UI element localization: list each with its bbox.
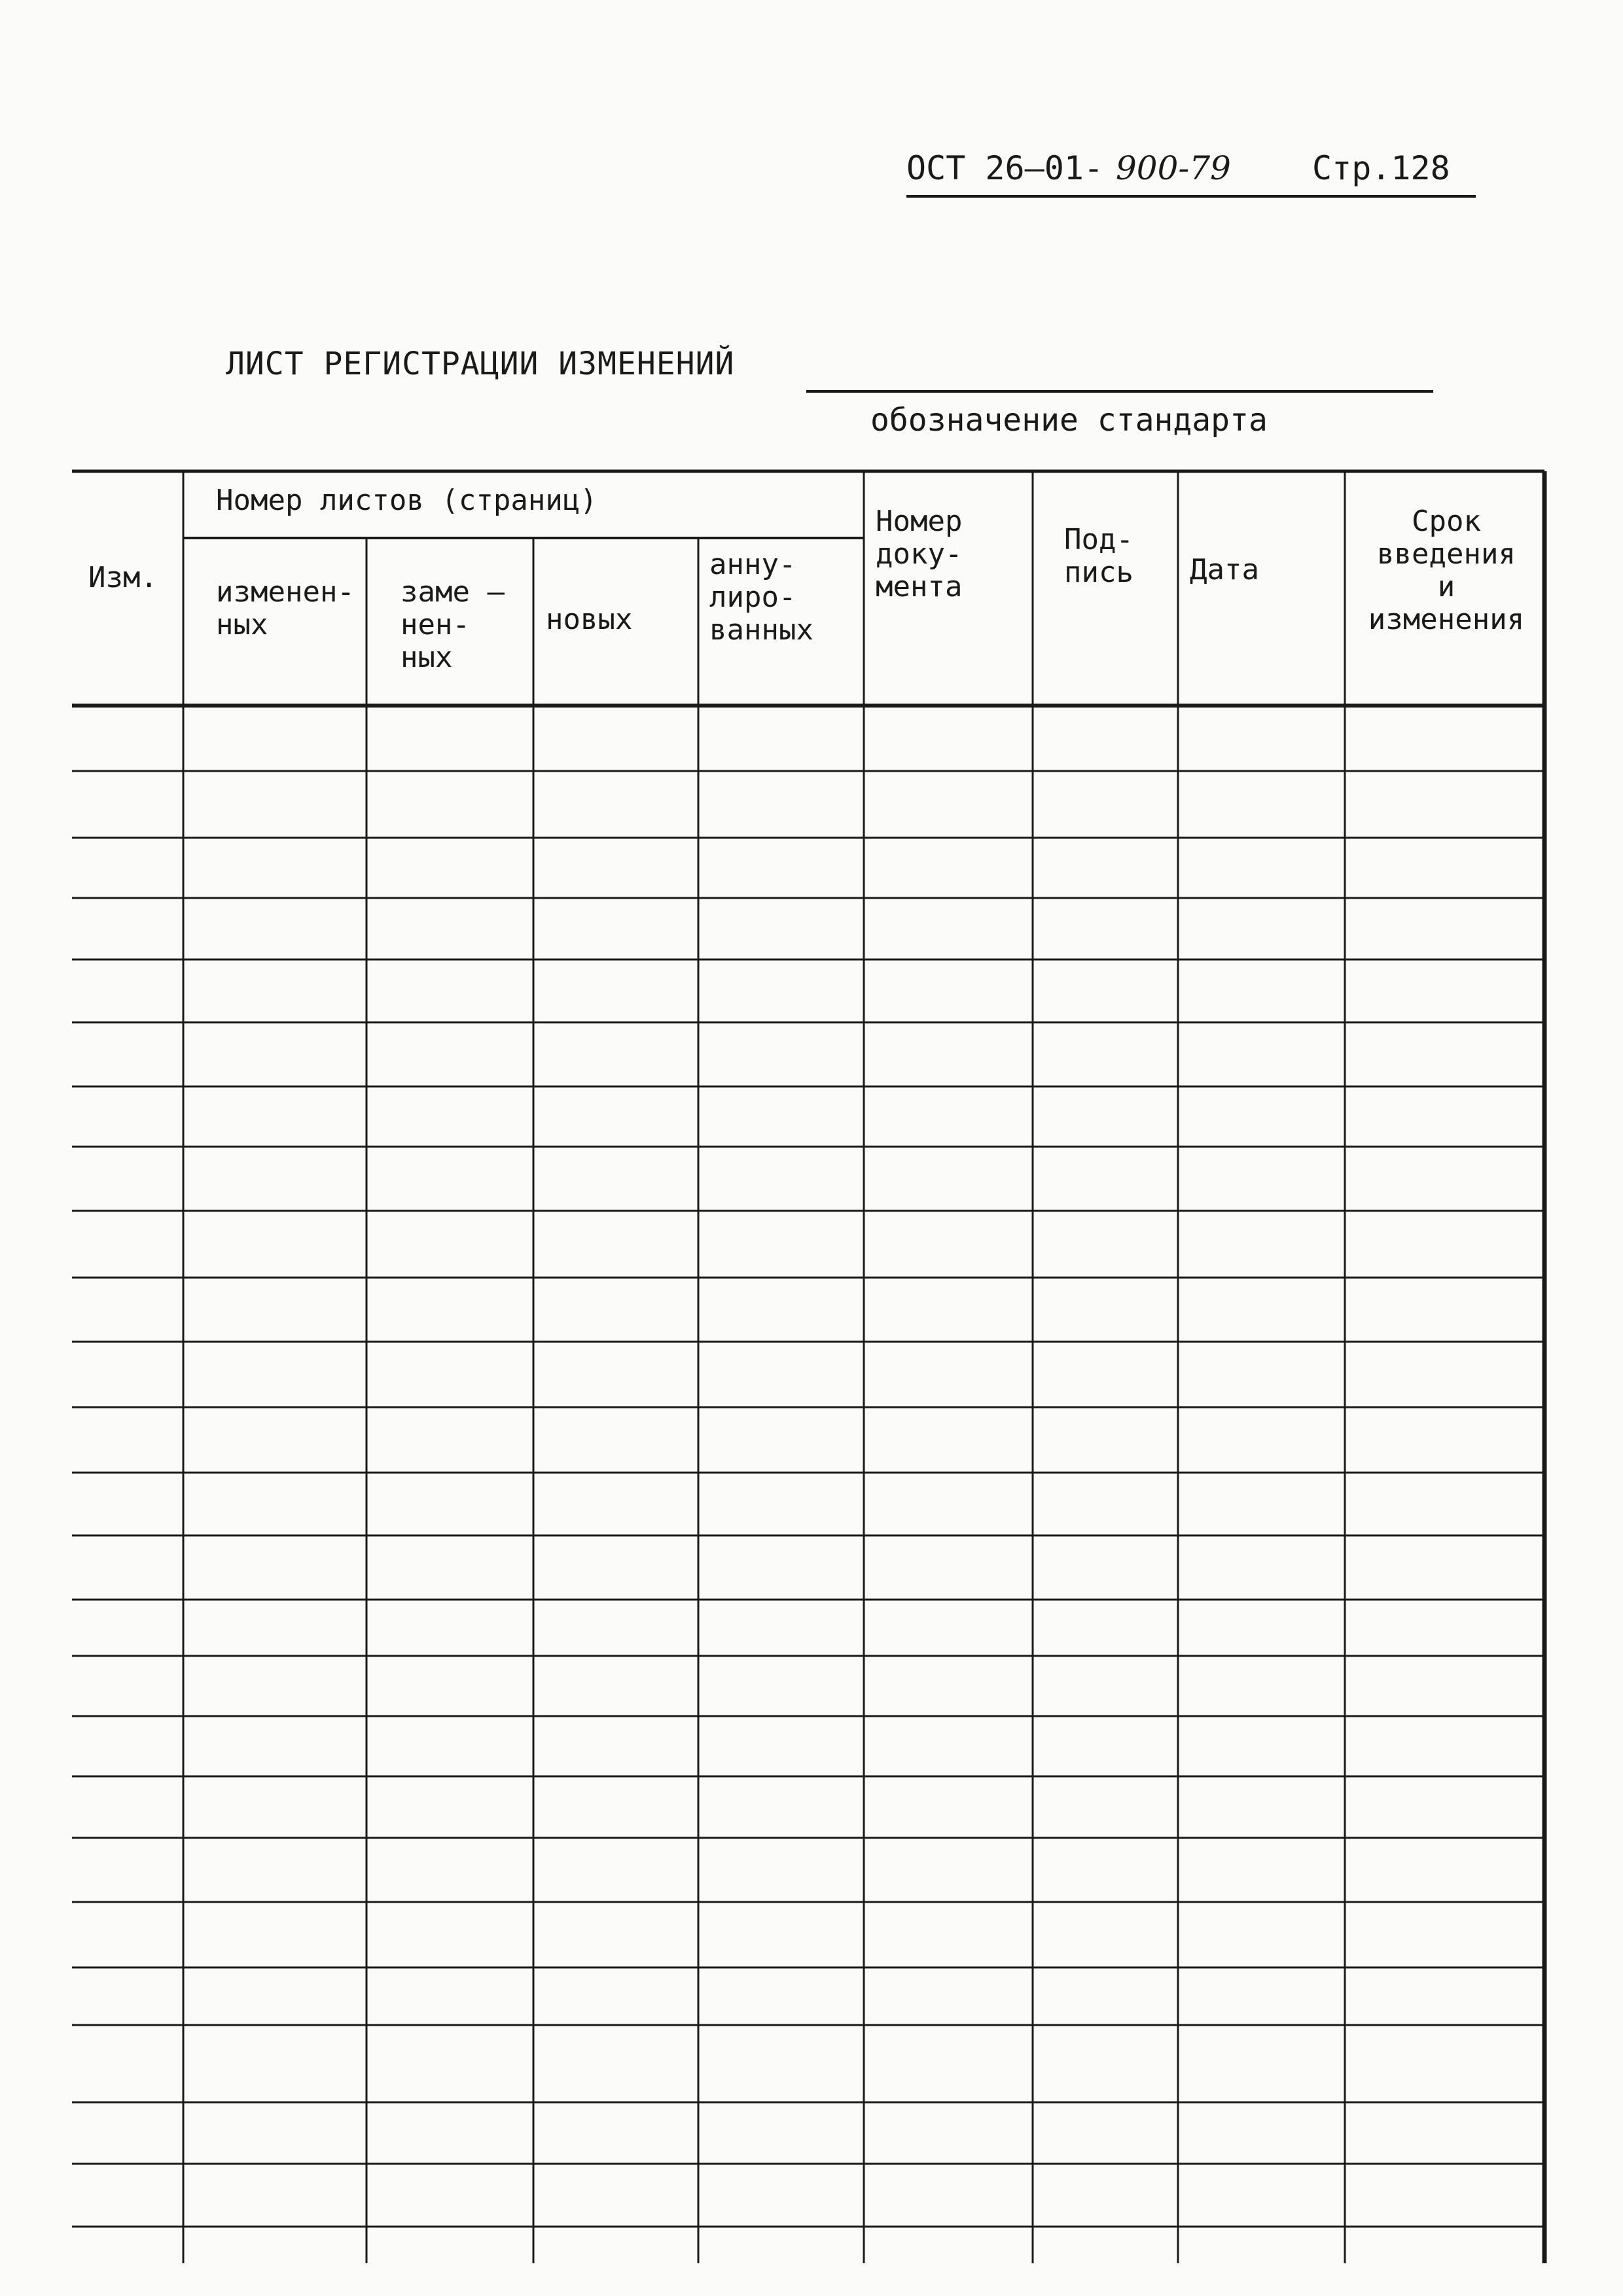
header-change: Изм. bbox=[88, 561, 158, 594]
header-annulled: анну- лиро- ванных bbox=[709, 548, 813, 647]
sheet-title: ЛИСТ РЕГИСТРАЦИИ ИЗМЕНЕНИЙ bbox=[226, 346, 735, 382]
header-doc-number: Номер доку- мента bbox=[876, 505, 963, 603]
header-replaced: заме — нен- ных bbox=[401, 575, 505, 674]
header-signature: Под- пись bbox=[1064, 523, 1133, 589]
standard-code: ОСТ 26—01- bbox=[906, 149, 1104, 187]
standard-number: 900-79 bbox=[1116, 149, 1231, 187]
page-number: Стр.128 bbox=[1312, 149, 1450, 187]
header-term: Срок введения и изменения bbox=[1368, 505, 1525, 636]
header-new: новых bbox=[546, 603, 633, 636]
designation-caption: обозначение стандарта bbox=[870, 402, 1268, 439]
header-date: Дата bbox=[1190, 553, 1259, 586]
header-sheets-group: Номер листов (страниц) bbox=[216, 484, 597, 517]
header-changed: изменен- ных bbox=[216, 575, 355, 641]
